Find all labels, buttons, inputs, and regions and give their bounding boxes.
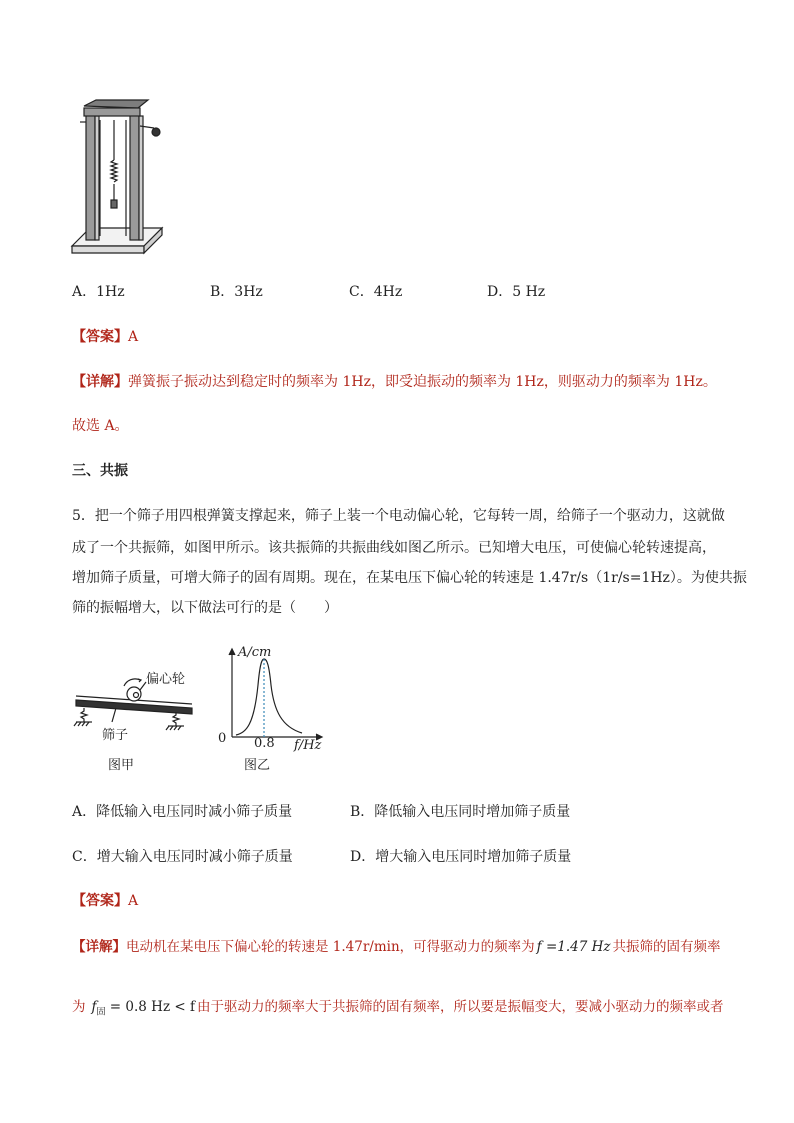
origin-label: 0	[218, 731, 227, 746]
formula-f: f =1.47 Hz	[536, 939, 611, 955]
apparatus-figure	[70, 96, 180, 258]
q4-answer	[72, 330, 138, 344]
option-letter: C．	[72, 849, 97, 865]
detail-text-tail: 共振筛的固有频率	[612, 939, 721, 955]
q4-detail	[72, 375, 717, 389]
q4-option-a	[72, 285, 125, 299]
figure-yi	[216, 645, 328, 775]
detail-text: 电动机在某电压下偏心轮的转速是 1.47r/min，可得驱动力的频率为	[126, 939, 535, 955]
formula-f-natural: f	[91, 999, 97, 1015]
section-title: 三、共振	[72, 463, 128, 479]
q4-conclusion: 故选 A。	[72, 418, 129, 434]
option-text: 1Hz	[96, 284, 125, 300]
wheel-label: 偏心轮	[146, 672, 186, 687]
option-letter: D．	[487, 284, 513, 300]
q5-answer	[72, 894, 138, 908]
option-text: 3Hz	[234, 284, 263, 300]
sieve-label: 筛子	[102, 728, 129, 743]
detail-tag: 【详解】	[72, 939, 126, 955]
peak-tick-label: 0.8	[254, 736, 275, 751]
option-text: 4Hz	[373, 284, 403, 300]
figure-jia-caption: 图甲	[108, 758, 135, 773]
q5-option-d	[350, 850, 571, 864]
detail-tag: 【详解】	[72, 374, 128, 390]
answer-tag: 【答案】	[72, 893, 128, 909]
q4-option-c	[349, 285, 402, 299]
spring-oscillator-apparatus-icon	[70, 96, 180, 258]
answer-value: A	[128, 329, 139, 345]
answer-tag: 【答案】	[72, 329, 128, 345]
detail-prefix: 为	[72, 999, 86, 1015]
option-letter: A．	[72, 284, 97, 300]
q5-detail-line-2	[72, 1000, 723, 1020]
q4-option-d	[487, 285, 545, 299]
q5-stem-line-3: 增加筛子质量，可增大筛子的固有周期。现在，在某电压下偏心轮的转速是 1.47r/s（1r/s=1Hz）。为使共振	[72, 570, 747, 586]
q4-option-b	[210, 285, 263, 299]
figure-jia	[72, 660, 202, 775]
formula-subscript: 固	[96, 1007, 106, 1018]
q5-stem-line-2: 成了一个共振筛，如图甲所示。该共振筛的共振曲线如图乙所示。已知增大电压，可使偏心轮转速提高，	[72, 540, 716, 556]
option-letter: A．	[72, 804, 97, 820]
option-letter: B．	[210, 284, 235, 300]
y-axis-label: A/cm	[238, 645, 272, 660]
option-letter: B．	[350, 804, 375, 820]
q5-stem-line-4: 筛的振幅增大，以下做法可行的是（ ）	[72, 600, 338, 616]
q5-detail-line-1	[72, 940, 721, 954]
q5-option-c	[72, 850, 293, 864]
q5-option-b	[350, 805, 570, 819]
figure-yi-caption: 图乙	[244, 758, 271, 773]
option-text: 增大输入电压同时增加筛子质量	[375, 849, 572, 865]
option-letter: C．	[349, 284, 374, 300]
option-text: 5 Hz	[512, 284, 546, 300]
option-text: 降低输入电压同时增加筛子质量	[374, 804, 571, 820]
q5-option-a	[72, 805, 292, 819]
q5-stem-line-1: 5．把一个筛子用四根弹簧支撑起来，筛子上装一个电动偏心轮，它每转一周，给筛子一个驱动力，这就做	[72, 508, 725, 524]
formula-rest: = 0.8 Hz < f	[105, 999, 195, 1015]
option-text: 降低输入电压同时减小筛子质量	[96, 804, 293, 820]
detail-text: 弹簧振子振动达到稳定时的频率为 1Hz，即受迫振动的频率为 1Hz，则驱动力的频率为 1Hz。	[128, 374, 717, 390]
option-letter: D．	[350, 849, 376, 865]
answer-value: A	[128, 893, 139, 909]
detail-text: 由于驱动力的频率大于共振筛的固有频率，所以要是振幅变大，要减小驱动力的频率或者	[196, 999, 724, 1015]
option-text: 增大输入电压同时减小筛子质量	[96, 849, 293, 865]
x-axis-label: f/Hz	[294, 738, 322, 753]
